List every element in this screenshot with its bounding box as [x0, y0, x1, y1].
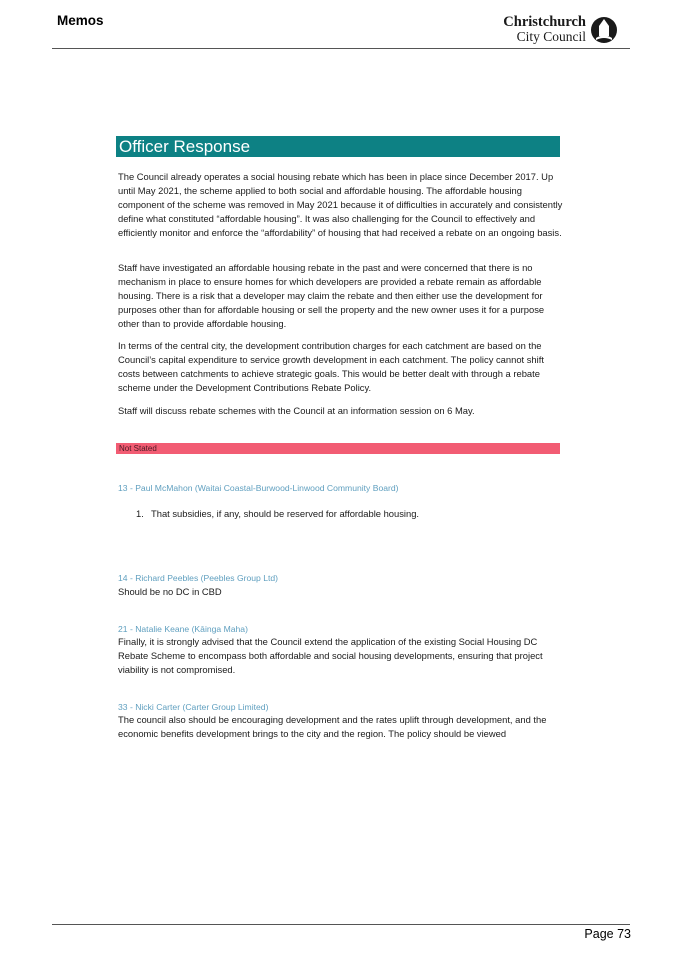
logo-line2: City Council — [516, 29, 586, 44]
section-title-banner: Officer Response — [116, 136, 560, 157]
response-paragraph-3: In terms of the central city, the development contribution charges for each catchment are based on the Council’s capital expenditure to service growth development in each catchment. The policy cannot shift costs between catchments to achieve strategic goals. This would be better dealt with through a rebate scheme under the Development Contributions Rebate Policy. — [118, 340, 544, 393]
submission-heading: 33 - Nicki Carter (Carter Group Limited) — [118, 702, 269, 712]
submission-heading: 14 - Richard Peebles (Peebles Group Ltd) — [118, 573, 279, 583]
footer-divider — [52, 924, 630, 925]
memo-title: Memos — [57, 13, 104, 28]
submission-text: The council also should be encouraging development and the rates uplift through development, and the economic benefits development brings to the city and the region. The policy should be viewed — [118, 714, 547, 739]
cathedral-icon — [590, 16, 618, 44]
response-paragraph-2: Staff have investigated an affordable housing rebate in the past and were concerned that there is no mechanism in place to ensure homes for which developers are provided a rebate remain as affordable housing. There is a risk that a developer may claim the rebate and then either use the development for purposes other than for affordable housing or sell the property and the new owner uses it for a purpose other than to provide affordable housing. — [118, 262, 545, 329]
list-number: 1. — [136, 508, 144, 519]
submission-text: Should be no DC in CBD — [118, 586, 222, 597]
page-number: Page 73 — [584, 927, 631, 941]
council-logo — [503, 12, 620, 46]
response-paragraph-4: Staff will discuss rebate schemes with the Council at an information session on 6 May. — [118, 405, 475, 416]
list-item — [136, 508, 419, 519]
submission-heading: 21 - Natalie Keane (Kāinga Maha) — [118, 624, 248, 634]
submission-heading: 13 - Paul McMahon (Waitai Coastal-Burwood-Linwood Community Board) — [118, 483, 399, 493]
logo-line1: Christchurch — [503, 14, 586, 30]
header-divider — [52, 48, 630, 49]
submission-text: Finally, it is strongly advised that the Council extend the application of the existing Social Housing DC Rebate Scheme to encompass both affordable and social housing developments, ensuring that project viability is not compromised. — [118, 636, 543, 675]
list-text: That subsidies, if any, should be reserved for affordable housing. — [151, 508, 420, 519]
response-paragraph-1: The Council already operates a social housing rebate which has been in place since December 2017. Up until May 2021, the scheme applied to both social and affordable housing. The affordable housing component of the scheme was removed in May 2021 because it of difficulties in accurately and consistently define what constituted “affordable housing”. It was also challenging for the Council to effectively and efficiently monitor and enforce the “affordability” of housing that had received a rebate on an ongoing basis. — [118, 171, 563, 238]
status-bar: Not Stated — [116, 443, 560, 454]
